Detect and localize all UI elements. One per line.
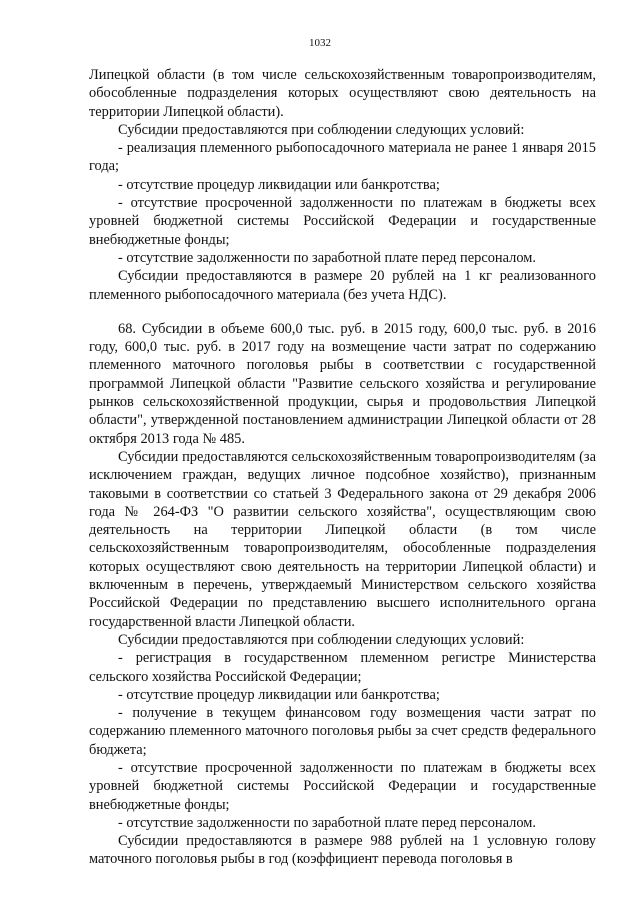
paragraph: - отсутствие просроченной задолженности по платежам в бюджеты всех уровней бюджетной системы Российской Федерации и государственные внебюджетные фонды; (89, 195, 596, 248)
paragraph: - получение в текущем финансовом году возмещения части затрат по содержанию племенного маточного поголовья рыбы за счет средств федерального бюджета; (89, 705, 596, 758)
paragraph: - отсутствие задолженности по заработной плате перед персоналом. (118, 249, 536, 266)
paragraph: Субсидии предоставляются при соблюдении следующих условий: (118, 121, 525, 138)
paragraph: - отсутствие процедур ликвидации или банкротства; (118, 176, 440, 193)
paragraph: Субсидии предоставляются сельскохозяйственным товаропроизводителям (за исключением граждан, ведущих личное подсобное хозяйство), признанным таковыми в соответствии со статьей 3 Федерального закона от 29 декабря 2006 года № 264-ФЗ "О развитии сельского хозяйства", осуществляющим свою деятельность на территории Липецкой области (в том числе сельскохозяйственным товаропроизводителям, обособленные подразделения которых осуществляют свою деятельность на территории Липецкой области) и включенным в перечень, утверждаемый Министерством сельского хозяйства Российской Федерации по представлению высшего исполнительного органа государственной власти Липецкой области. (89, 448, 596, 630)
paragraph: Субсидии предоставляются при соблюдении следующих условий: (118, 631, 525, 648)
document-body (89, 66, 596, 869)
paragraph: - реализация племенного рыбопосадочного материала не ранее 1 января 2015 года; (89, 140, 596, 175)
paragraph: - отсутствие процедур ликвидации или банкротства; (118, 686, 440, 703)
page-number: 1032 (309, 37, 331, 49)
paragraph: Субсидии предоставляются в размере 20 рублей на 1 кг реализованного племенного рыбопосадочного материала (без учета НДС). (89, 268, 596, 303)
paragraph: - регистрация в государственном племенном регистре Министерства сельского хозяйства Российской Федерации; (89, 650, 596, 685)
paragraph: Субсидии предоставляются в размере 988 рублей на 1 условную голову маточного поголовья рыбы в год (коэффициент перевода поголовья в (89, 833, 596, 868)
paragraph: Липецкой области (в том числе сельскохозяйственным товаропроизводителям, обособленные подразделения которых осуществляют свою деятельность на территории Липецкой области). (89, 67, 596, 120)
paragraph: - отсутствие просроченной задолженности по платежам в бюджеты всех уровней бюджетной системы Российской Федерации и государственные внебюджетные фонды; (89, 759, 596, 813)
paragraph: - отсутствие задолженности по заработной плате перед персоналом. (118, 814, 536, 831)
paragraph: 68. Субсидии в объеме 600,0 тыс. руб. в 2015 году, 600,0 тыс. руб. в 2016 году, 600,0 тыс. руб. в 2017 году на возмещение части затрат по содержанию племенного маточного поголовья рыбы в соответствии с государственной программой Липецкой области "Развитие сельского хозяйства и регулирование рынков сельскохозяйственной продукции, сырья и продовольствия Липецкой области", утвержденной постановлением администрации Липецкой области от 28 октября 2013 года № 485. (89, 320, 596, 447)
